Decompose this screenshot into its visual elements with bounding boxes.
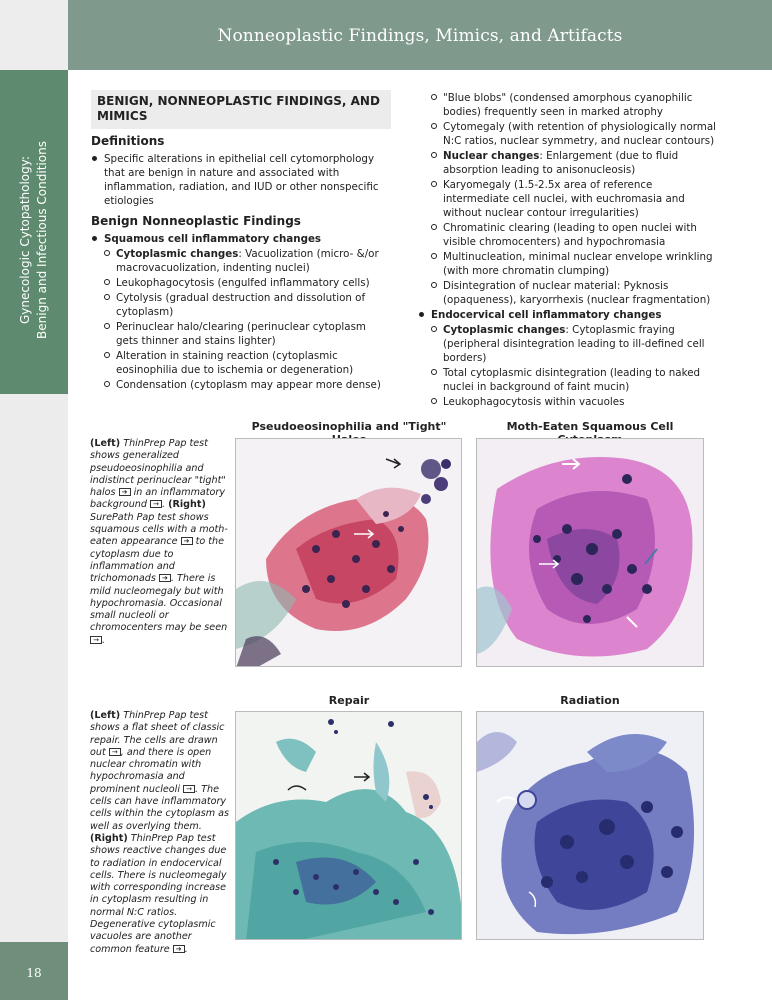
open-arrow-icon: →	[90, 636, 102, 644]
list-item: Condensation (cytoplasm may appear more dense)	[104, 378, 391, 392]
micrograph-moth-eaten	[476, 438, 704, 667]
figure-title-moth-eaten: Moth-Eaten Squamous Cell	[506, 420, 674, 433]
definitions-heading: Definitions	[91, 134, 165, 148]
section-title: BENIGN, NONNEOPLASTIC FINDINGS, AND MIMICS	[91, 90, 391, 129]
micrograph-pseudoeosinophilia	[235, 438, 462, 667]
findings-heading: Benign Nonneoplastic Findings	[91, 214, 301, 228]
arrow-icon: ➔	[119, 488, 131, 496]
list-item: Chromatinic clearing (leading to open nuclei with visible chromocenters) and hypochromasia	[431, 221, 718, 249]
figure-title-radiation: Radiation	[560, 694, 620, 707]
list-item: Cytolysis (gradual destruction and dissolution of cytoplasm)	[104, 291, 391, 319]
squamous-sublist	[104, 247, 391, 392]
right-column	[418, 90, 718, 411]
page-number: 18	[26, 966, 42, 980]
list-item: Multinucleation, minimal nuclear envelope wrinkling (with more chromatin clumping)	[431, 250, 718, 278]
arrow-icon: ➔	[173, 945, 185, 953]
list-item: Alteration in staining reaction (cytoplasmic eosinophilia due to ischemia or degeneration)	[104, 349, 391, 377]
list-item: Nuclear changes: Enlargement (due to fluid absorption leading to anisonucleosis)	[431, 149, 718, 177]
open-arrow-icon: →	[150, 500, 162, 508]
list-item: Cytoplasmic changes: Vacuolization (micro- &/or macrovacuolization, indenting nuclei)	[104, 247, 391, 275]
list-item: Leukophagocytosis within vacuoles	[431, 395, 718, 409]
open-arrow-icon: →	[109, 748, 121, 756]
sidebar-label	[17, 85, 51, 395]
figure-caption-row2: (Left) ThinPrep Pap test shows a flat sheet of classic repair. The cells are drawn out → , and there is open nuclear chromatin with hypochromasia and prominent nucleoli → . The cells can have inflammatory cells within the cytoplasm as well as overlying them. (Right) ThinPrep Pap test shows reactive changes due to radiation in endocervical cells. There is nucleomegaly with corresponding increase in cytoplasm resulting in normal N:C ratios. Degenerative cytoplasmic vacuoles are another common feature ➔ .	[90, 710, 229, 955]
running-header	[68, 0, 772, 70]
header-corner	[0, 0, 68, 70]
figure-title-repair: Repair	[328, 694, 370, 707]
micrograph-radiation	[476, 711, 704, 940]
list-item: Cytoplasmic changes: Cytoplasmic fraying (peripheral disintegration leading to ill-defined cell borders)	[431, 323, 718, 365]
figure-caption-row1: (Left) ThinPrep Pap test shows generalized pseudoeosinophilia and indistinct perinuclear "tight" halos ➔ in an inflammatory background → . (Right) SurePath Pap test shows squamous cells with a moth-eaten appearance ➔ to the cytoplasm due to inflammation and trichomonads ➔ . There is mild nucleomegaly but with hypochromasia. Occasional small nucleoli or chromocenters may be seen → .	[90, 438, 228, 646]
squamous-sublist-continued	[431, 91, 718, 307]
micrograph-repair	[235, 711, 462, 940]
list-item	[418, 308, 718, 409]
header-title: Nonneoplastic Findings, Mimics, and Artifacts	[217, 26, 623, 46]
list-item: Total cytoplasmic disintegration (leading to naked nuclei in background of faint mucin)	[431, 366, 718, 394]
open-arrow-icon: →	[183, 785, 195, 793]
findings-list	[91, 232, 391, 392]
sidebar-line-2: Benign and Infectious Conditions	[35, 141, 49, 339]
left-column	[91, 90, 391, 394]
sidebar-line-1: Gynecologic Cytopathology:	[18, 155, 32, 325]
chapter-sidebar	[0, 70, 68, 394]
list-item: "Blue blobs" (condensed amorphous cyanophilic bodies) frequently seen in marked atrophy	[431, 91, 718, 119]
list-item: Cytomegaly (with retention of physiologically normal N:C ratios, nuclear symmetry, and nuclear contours)	[431, 120, 718, 148]
list-item	[91, 232, 391, 392]
endocervical-sublist	[431, 323, 718, 409]
list-item: Leukophagocytosis (engulfed inflammatory cells)	[104, 276, 391, 290]
endocervical-label: Endocervical cell inflammatory changes	[431, 309, 662, 321]
list-item: Disintegration of nuclear material: Pyknosis (opaqueness), karyorrhexis (nuclear fragmentation)	[431, 279, 718, 307]
arrow-icon: ➔	[159, 574, 171, 582]
endocervical-list	[418, 308, 718, 409]
definition-item: Specific alterations in epithelial cell cytomorphology that are benign in nature and associated with inflammation, radiation, and IUD or other nonspecific etiologies	[91, 152, 391, 208]
sidebar-lower	[0, 394, 68, 942]
list-item: Perinuclear halo/clearing (perinuclear cytoplasm gets thinner and stains lighter)	[104, 320, 391, 348]
list-item: Karyomegaly (1.5-2.5x area of reference intermediate cell nuclei, with euchromasia and without nuclear contour irregularities)	[431, 178, 718, 220]
squamous-label: Squamous cell inflammatory changes	[104, 233, 322, 245]
arrow-icon: ➔	[181, 537, 193, 545]
definitions-list	[91, 152, 391, 208]
figure-title-pseudoeosinophilia: Pseudoeosinophilia and "Tight"	[251, 420, 447, 433]
